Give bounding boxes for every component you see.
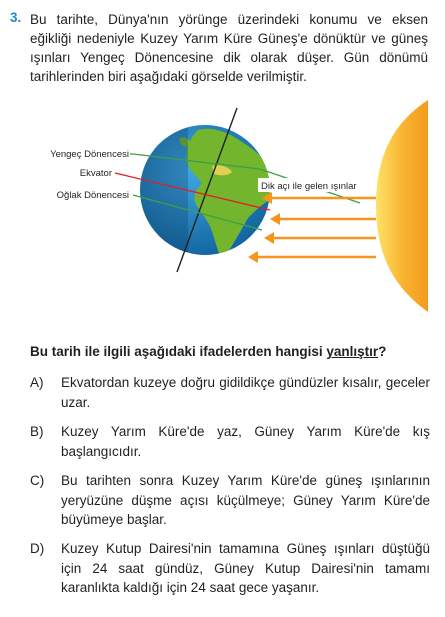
label-rays: Dik açı ile gelen ışınlar — [261, 181, 357, 192]
option-text: Bu tarihten sonra Kuzey Yarım Küre'de güneş ışınlarının yeryüzüne düşme açısı küçülmeye; Güney Yarım Küre'de büyümeye başlar. — [61, 473, 430, 527]
emphasis-word: yanlıştır — [326, 344, 379, 359]
option-label: B) — [30, 424, 44, 439]
question-prompt: Bu tarih ile ilgili aşağıdaki ifadelerden hangisi yanlıştır? — [30, 344, 387, 359]
label-tropic-capricorn: Oğlak Dönencesi — [56, 190, 129, 201]
option-text: Kuzey Yarım Küre'de yaz, Güney Yarım Küre'de kış başlangıcıdır. — [61, 424, 430, 459]
option-text: Kuzey Kutup Dairesi'nin tamamına Güneş ışınları düştüğü için 24 saat gündüz, Güney Kutup Dairesi'nin tamamı karanlıkta kaldığı için 24 saat gece yaşanır. — [61, 541, 430, 595]
label-tropic-cancer: Yengeç Dönencesi — [50, 149, 129, 160]
option-label: D) — [30, 541, 45, 556]
option-text: Ekvatordan kuzeye doğru gidildikçe gündüzler kısalır, geceler uzar. — [61, 375, 430, 410]
question-number: 3. — [10, 10, 22, 25]
option-d[interactable] — [30, 539, 430, 598]
sun-shape — [376, 100, 428, 312]
option-label: A) — [30, 375, 44, 390]
label-equator: Ekvator — [79, 168, 112, 179]
option-label: C) — [30, 473, 45, 488]
option-c[interactable] — [30, 471, 430, 530]
option-a[interactable] — [30, 373, 430, 412]
solstice-figure — [30, 100, 430, 315]
question-stem: Bu tarihte, Dünya'nın yörünge üzerindeki konumu ve eksen eğikliği nedeniyle Kuzey Yarım Küre Güneş'e dönüktür ve güneş ışınları Yengeç Dönencesine dik olarak düşer. Gün dönümü tarihlerinden biri aşağıdaki görselde verilmiştir. — [30, 12, 428, 84]
option-b[interactable] — [30, 422, 430, 461]
earth-globe — [130, 108, 270, 272]
